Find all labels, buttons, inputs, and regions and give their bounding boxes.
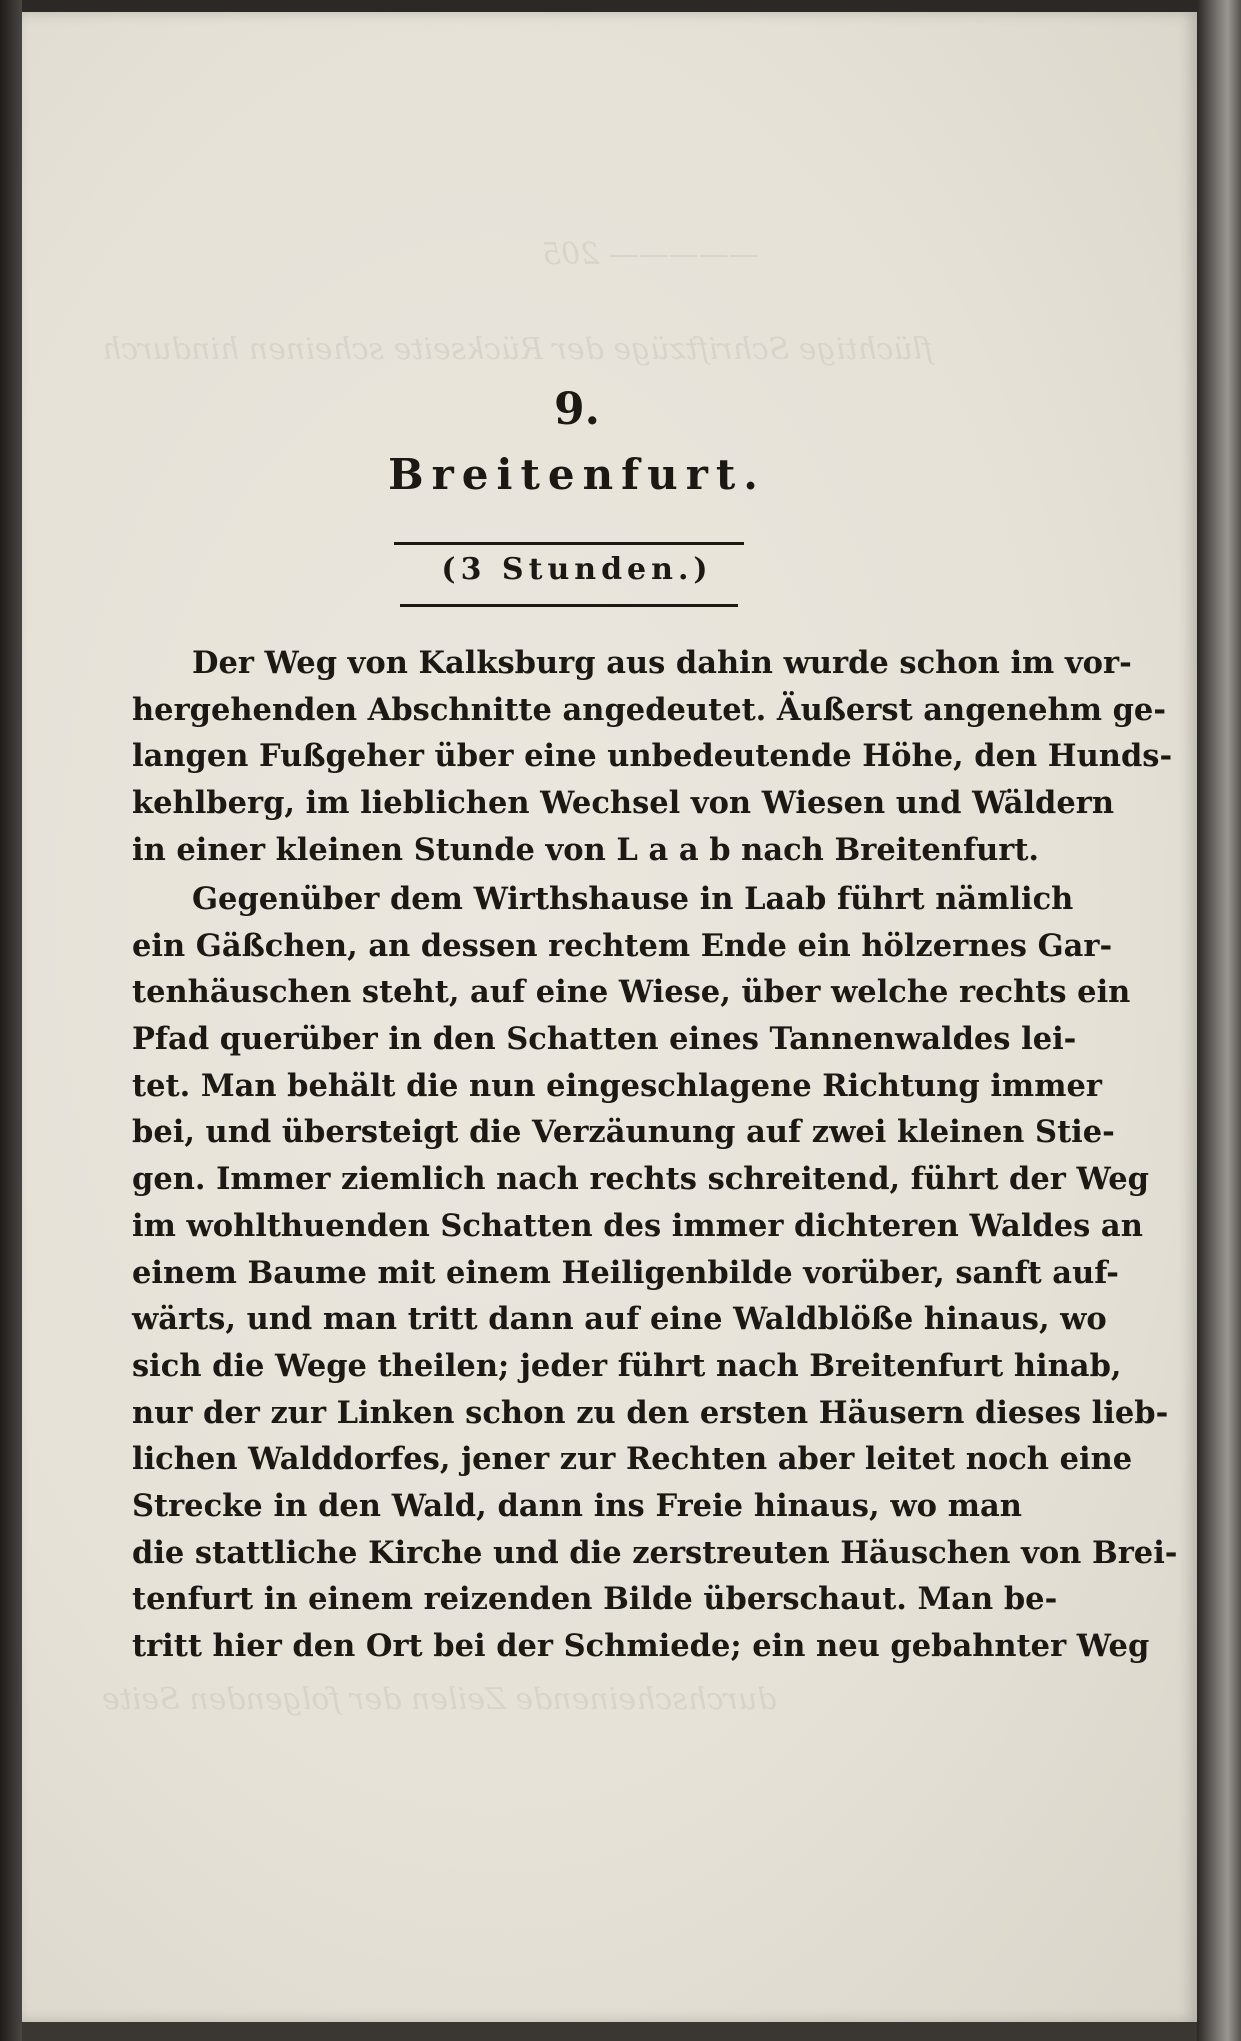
chapter-title: Breitenfurt. bbox=[388, 450, 766, 499]
text-line: Gegenüber dem Wirthshause in Laab führt nämlich bbox=[192, 881, 1074, 917]
show-through-text: ————— 205 bbox=[542, 237, 759, 272]
text-line: tenfurt in einem reizenden Bilde überschaut. Man be- bbox=[132, 1581, 1058, 1618]
text-line: bei, und übersteigt die Verzäunung auf zwei kleinen Stie- bbox=[132, 1114, 1115, 1151]
text-line: langen Fußgeher über eine unbedeutende Höhe, den Hunds- bbox=[132, 738, 1173, 775]
text-line: hergehenden Abschnitte angedeutet. Äußerst angenehm ge- bbox=[132, 691, 1166, 728]
text-line: gen. Immer ziemlich nach rechts schreitend, führt der Weg bbox=[132, 1161, 1149, 1198]
text-line: die stattliche Kirche und die zerstreuten Häuschen von Brei- bbox=[132, 1534, 1178, 1571]
text-line: ein Gäßchen, an dessen rechtem Ende ein hölzernes Gar- bbox=[132, 927, 1113, 964]
show-through-text: durchscheinende Zeilen der folgenden Seite bbox=[102, 1682, 777, 1717]
text-line: einem Baume mit einem Heiligenbilde vorüber, sanft auf- bbox=[132, 1254, 1119, 1291]
text-line: sich die Wege theilen; jeder führt nach Breitenfurt hinab, bbox=[132, 1347, 1122, 1384]
chapter-number: 9. bbox=[554, 384, 600, 435]
book-page-stack-edge bbox=[1197, 0, 1241, 2041]
text-line: Pfad querüber in den Schatten eines Tannenwaldes lei- bbox=[132, 1021, 1077, 1058]
chapter-subtitle: (3 Stunden.) bbox=[441, 552, 713, 587]
title-rule-bottom bbox=[400, 604, 738, 607]
show-through-text: flüchtige Schriftzüge der Rückseite scheinen hindurch bbox=[102, 332, 933, 367]
page-left-shadow bbox=[0, 0, 22, 2041]
text-line: tet. Man behält die nun eingeschlagene Richtung immer bbox=[132, 1067, 1102, 1104]
text-line: Der Weg von Kalksburg aus dahin wurde schon im vor- bbox=[192, 645, 1132, 681]
title-rule-top bbox=[394, 542, 744, 545]
paragraph-1 bbox=[132, 640, 1173, 873]
book-page bbox=[22, 12, 1197, 2022]
text-line: tritt hier den Ort bei der Schmiede; ein neu gebahnter Weg bbox=[132, 1628, 1150, 1664]
text-line: nur der zur Linken schon zu den ersten Häusern dieses lieb- bbox=[132, 1394, 1169, 1431]
page-top-shadow bbox=[0, 0, 1241, 12]
text-line: tenhäuschen steht, auf eine Wiese, über welche rechts ein bbox=[132, 974, 1131, 1011]
text-line: im wohlthuenden Schatten des immer dichteren Waldes an bbox=[132, 1207, 1143, 1244]
text-line: kehlberg, im lieblichen Wechsel von Wiesen und Wäldern bbox=[132, 785, 1115, 822]
text-line: Strecke in den Wald, dann ins Freie hinaus, wo man bbox=[132, 1487, 1022, 1524]
paragraph-2 bbox=[132, 876, 1178, 1670]
text-line: in einer kleinen Stunde von L a a b nach Breitenfurt. bbox=[132, 831, 1040, 868]
text-line: wärts, und man tritt dann auf eine Waldblöße hinaus, wo bbox=[132, 1301, 1107, 1338]
text-line: lichen Walddorfes, jener zur Rechten aber leitet noch eine bbox=[132, 1441, 1133, 1478]
